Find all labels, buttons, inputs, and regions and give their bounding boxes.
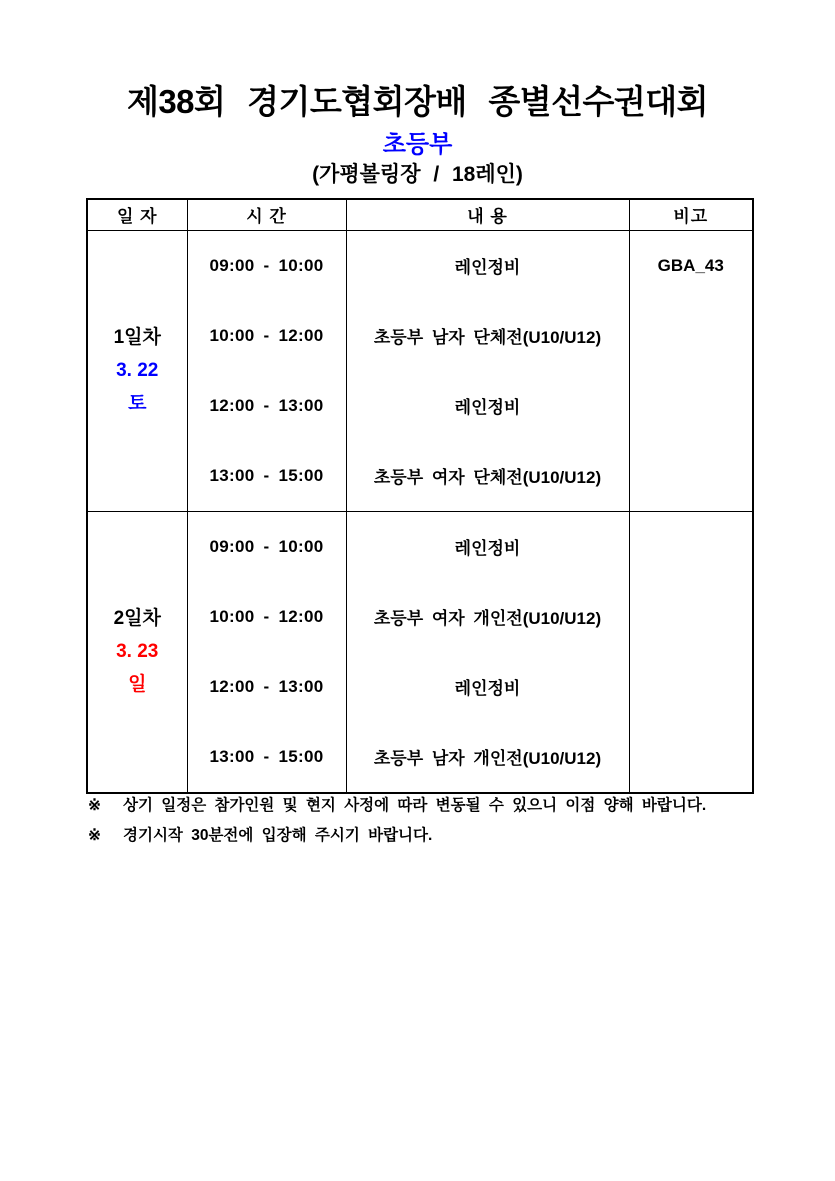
day-row-2: [87, 511, 753, 793]
content-value: 레인정비: [454, 258, 521, 277]
day-row-1: [87, 230, 753, 511]
remark-value: [630, 722, 753, 792]
remark-cell: [629, 511, 753, 793]
note-marker-icon: ※: [88, 797, 101, 814]
remark-value: [630, 441, 753, 511]
content-cell: [346, 511, 629, 793]
content-value: 초등부 남자 개인전(U10/U12): [373, 749, 602, 768]
note-text: 경기시작 30분전에 입장해 주시기 바랍니다.: [123, 827, 433, 844]
header-row: [87, 199, 753, 230]
remark-cell: [629, 230, 753, 511]
header-remark: 비고: [629, 199, 753, 230]
remark-value: [630, 582, 753, 652]
remark-value: [630, 512, 753, 582]
content-value: 레인정비: [454, 398, 521, 417]
remark-value: [630, 652, 753, 722]
note-marker-icon: ※: [88, 827, 101, 844]
document-title: 제38회 경기도협회장배 종별선수권대회: [126, 83, 709, 120]
content-value: 초등부 여자 단체전(U10/U12): [373, 468, 602, 487]
header-date: 일 자: [87, 199, 187, 230]
time-value: 10:00 - 12:00: [209, 325, 324, 345]
time-value: 12:00 - 13:00: [209, 676, 324, 696]
header-time: 시 간: [187, 199, 346, 230]
day-weekday: 토: [128, 393, 147, 414]
division-subtitle: 초등부: [382, 131, 453, 158]
day-label: 2일차: [113, 608, 161, 629]
time-value: 13:00 - 15:00: [209, 465, 324, 485]
remark-value: [630, 371, 753, 441]
time-value: 09:00 - 10:00: [209, 255, 324, 275]
time-cell: [187, 230, 346, 511]
content-value: 초등부 남자 단체전(U10/U12): [373, 328, 602, 347]
day-weekday: 일: [128, 674, 147, 695]
header-content: 내 용: [346, 199, 629, 230]
day-date: 3. 22: [116, 360, 159, 381]
content-value: 레인정비: [454, 679, 521, 698]
note-text: 상기 일정은 참가인원 및 현지 사정에 따라 변동될 수 있으니 이점 양해 바랍니다.: [123, 797, 707, 814]
content-cell: [346, 230, 629, 511]
note-line-2: [88, 823, 768, 853]
day-date: 3. 23: [116, 641, 159, 662]
date-cell: [87, 230, 187, 511]
time-cell: [187, 511, 346, 793]
note-line-1: [88, 793, 768, 823]
notes-section: [88, 793, 768, 853]
content-value: 초등부 여자 개인전(U10/U12): [373, 609, 602, 628]
content-value: 레인정비: [454, 539, 521, 558]
venue-line: (가평볼링장 / 18레인): [312, 163, 523, 186]
date-cell: [87, 511, 187, 793]
time-value: 09:00 - 10:00: [209, 536, 324, 556]
time-value: 10:00 - 12:00: [209, 606, 324, 626]
remark-value: GBA_43: [657, 255, 724, 275]
schedule-table: [86, 198, 754, 794]
day-label: 1일차: [113, 327, 161, 348]
schedule-body: [87, 230, 753, 793]
remark-value: [630, 301, 753, 371]
time-value: 13:00 - 15:00: [209, 746, 324, 766]
time-value: 12:00 - 13:00: [209, 395, 324, 415]
